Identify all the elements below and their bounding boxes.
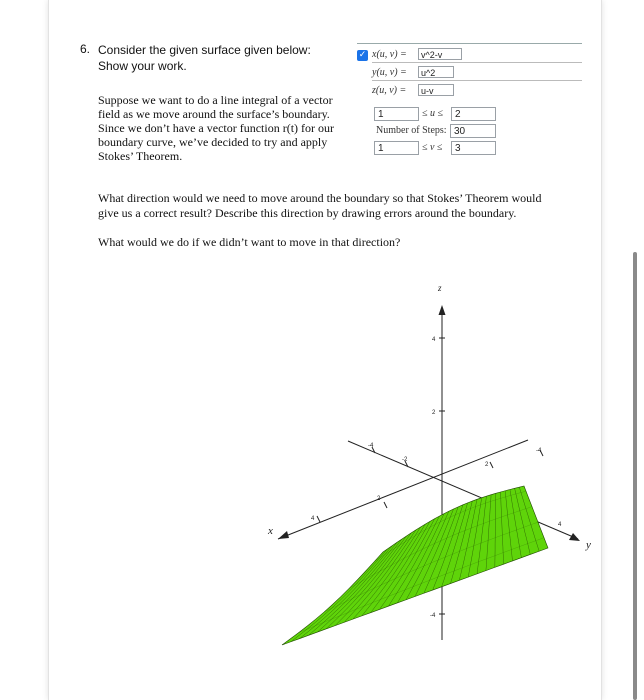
x-axis-arrow: [278, 531, 289, 539]
x-equation-label: x(u, v) =: [372, 49, 407, 60]
question-number: 6.: [80, 42, 91, 56]
u-range-label: ≤ u ≤: [422, 108, 443, 119]
alternative-question: What would we do if we didn’t want to move in that direction?: [98, 235, 401, 249]
x-tick-label: 4: [311, 516, 315, 522]
surface-visibility-checkbox[interactable]: ✓: [358, 50, 367, 60]
z-axis-arrow: [439, 305, 446, 315]
z-equation-input[interactable]: u-v: [418, 84, 454, 96]
z-equation-label: z(u, v) =: [372, 85, 407, 96]
z-tick-label: -4: [430, 613, 436, 619]
u-min-input[interactable]: 1: [374, 107, 419, 121]
question-subtitle-line: Show your work.: [98, 59, 187, 73]
y-equation-label: y(u, v) =: [372, 67, 407, 78]
steps-input[interactable]: 30: [450, 124, 496, 138]
v-range-label: ≤ v ≤: [422, 142, 443, 153]
v-max-input[interactable]: 3: [451, 141, 496, 155]
parametric-surface: [282, 486, 548, 645]
y-tick-label: 4: [558, 522, 562, 528]
paragraph-line: field as we move around the surface’s boundary.: [98, 107, 330, 121]
y-tick-label: -4: [536, 448, 542, 454]
question-title-line: Consider the given surface given below:: [98, 43, 311, 57]
z-axis-label: z: [438, 283, 442, 293]
y-axis-arrow: [569, 533, 580, 541]
u-max-input[interactable]: 2: [451, 107, 496, 121]
y-axis-label: y: [586, 539, 591, 551]
y-tick-label: 2: [485, 462, 489, 468]
x-tick-label: -2: [402, 457, 408, 463]
paragraph-line: give us a correct result? Describe this direction by drawing errors around the boundary.: [98, 206, 517, 220]
paragraph-line: Stokes’ Theorem.: [98, 149, 183, 163]
x-axis-label: x: [268, 525, 273, 537]
paragraph-line: boundary curve, we’ve decided to try and apply: [98, 135, 328, 149]
paragraph-line: Suppose we want to do a line integral of a vector: [98, 93, 333, 107]
surface-patch: [282, 486, 548, 645]
y-equation-input[interactable]: u^2: [418, 66, 454, 78]
paragraph-line: Since we don’t have a vector function r(t) for our: [98, 121, 335, 135]
paragraph-line: What direction would we need to move around the boundary so that Stokes’ Theorem would: [98, 191, 542, 205]
steps-label: Number of Steps:: [376, 125, 447, 136]
z-tick-label: 2: [432, 410, 436, 416]
v-min-input[interactable]: 1: [374, 141, 419, 155]
x-tick-label: 2: [377, 496, 381, 502]
z-tick-label: 4: [432, 337, 436, 343]
x-tick-label: -4: [368, 443, 374, 449]
x-equation-input[interactable]: v^2-v: [418, 48, 462, 60]
